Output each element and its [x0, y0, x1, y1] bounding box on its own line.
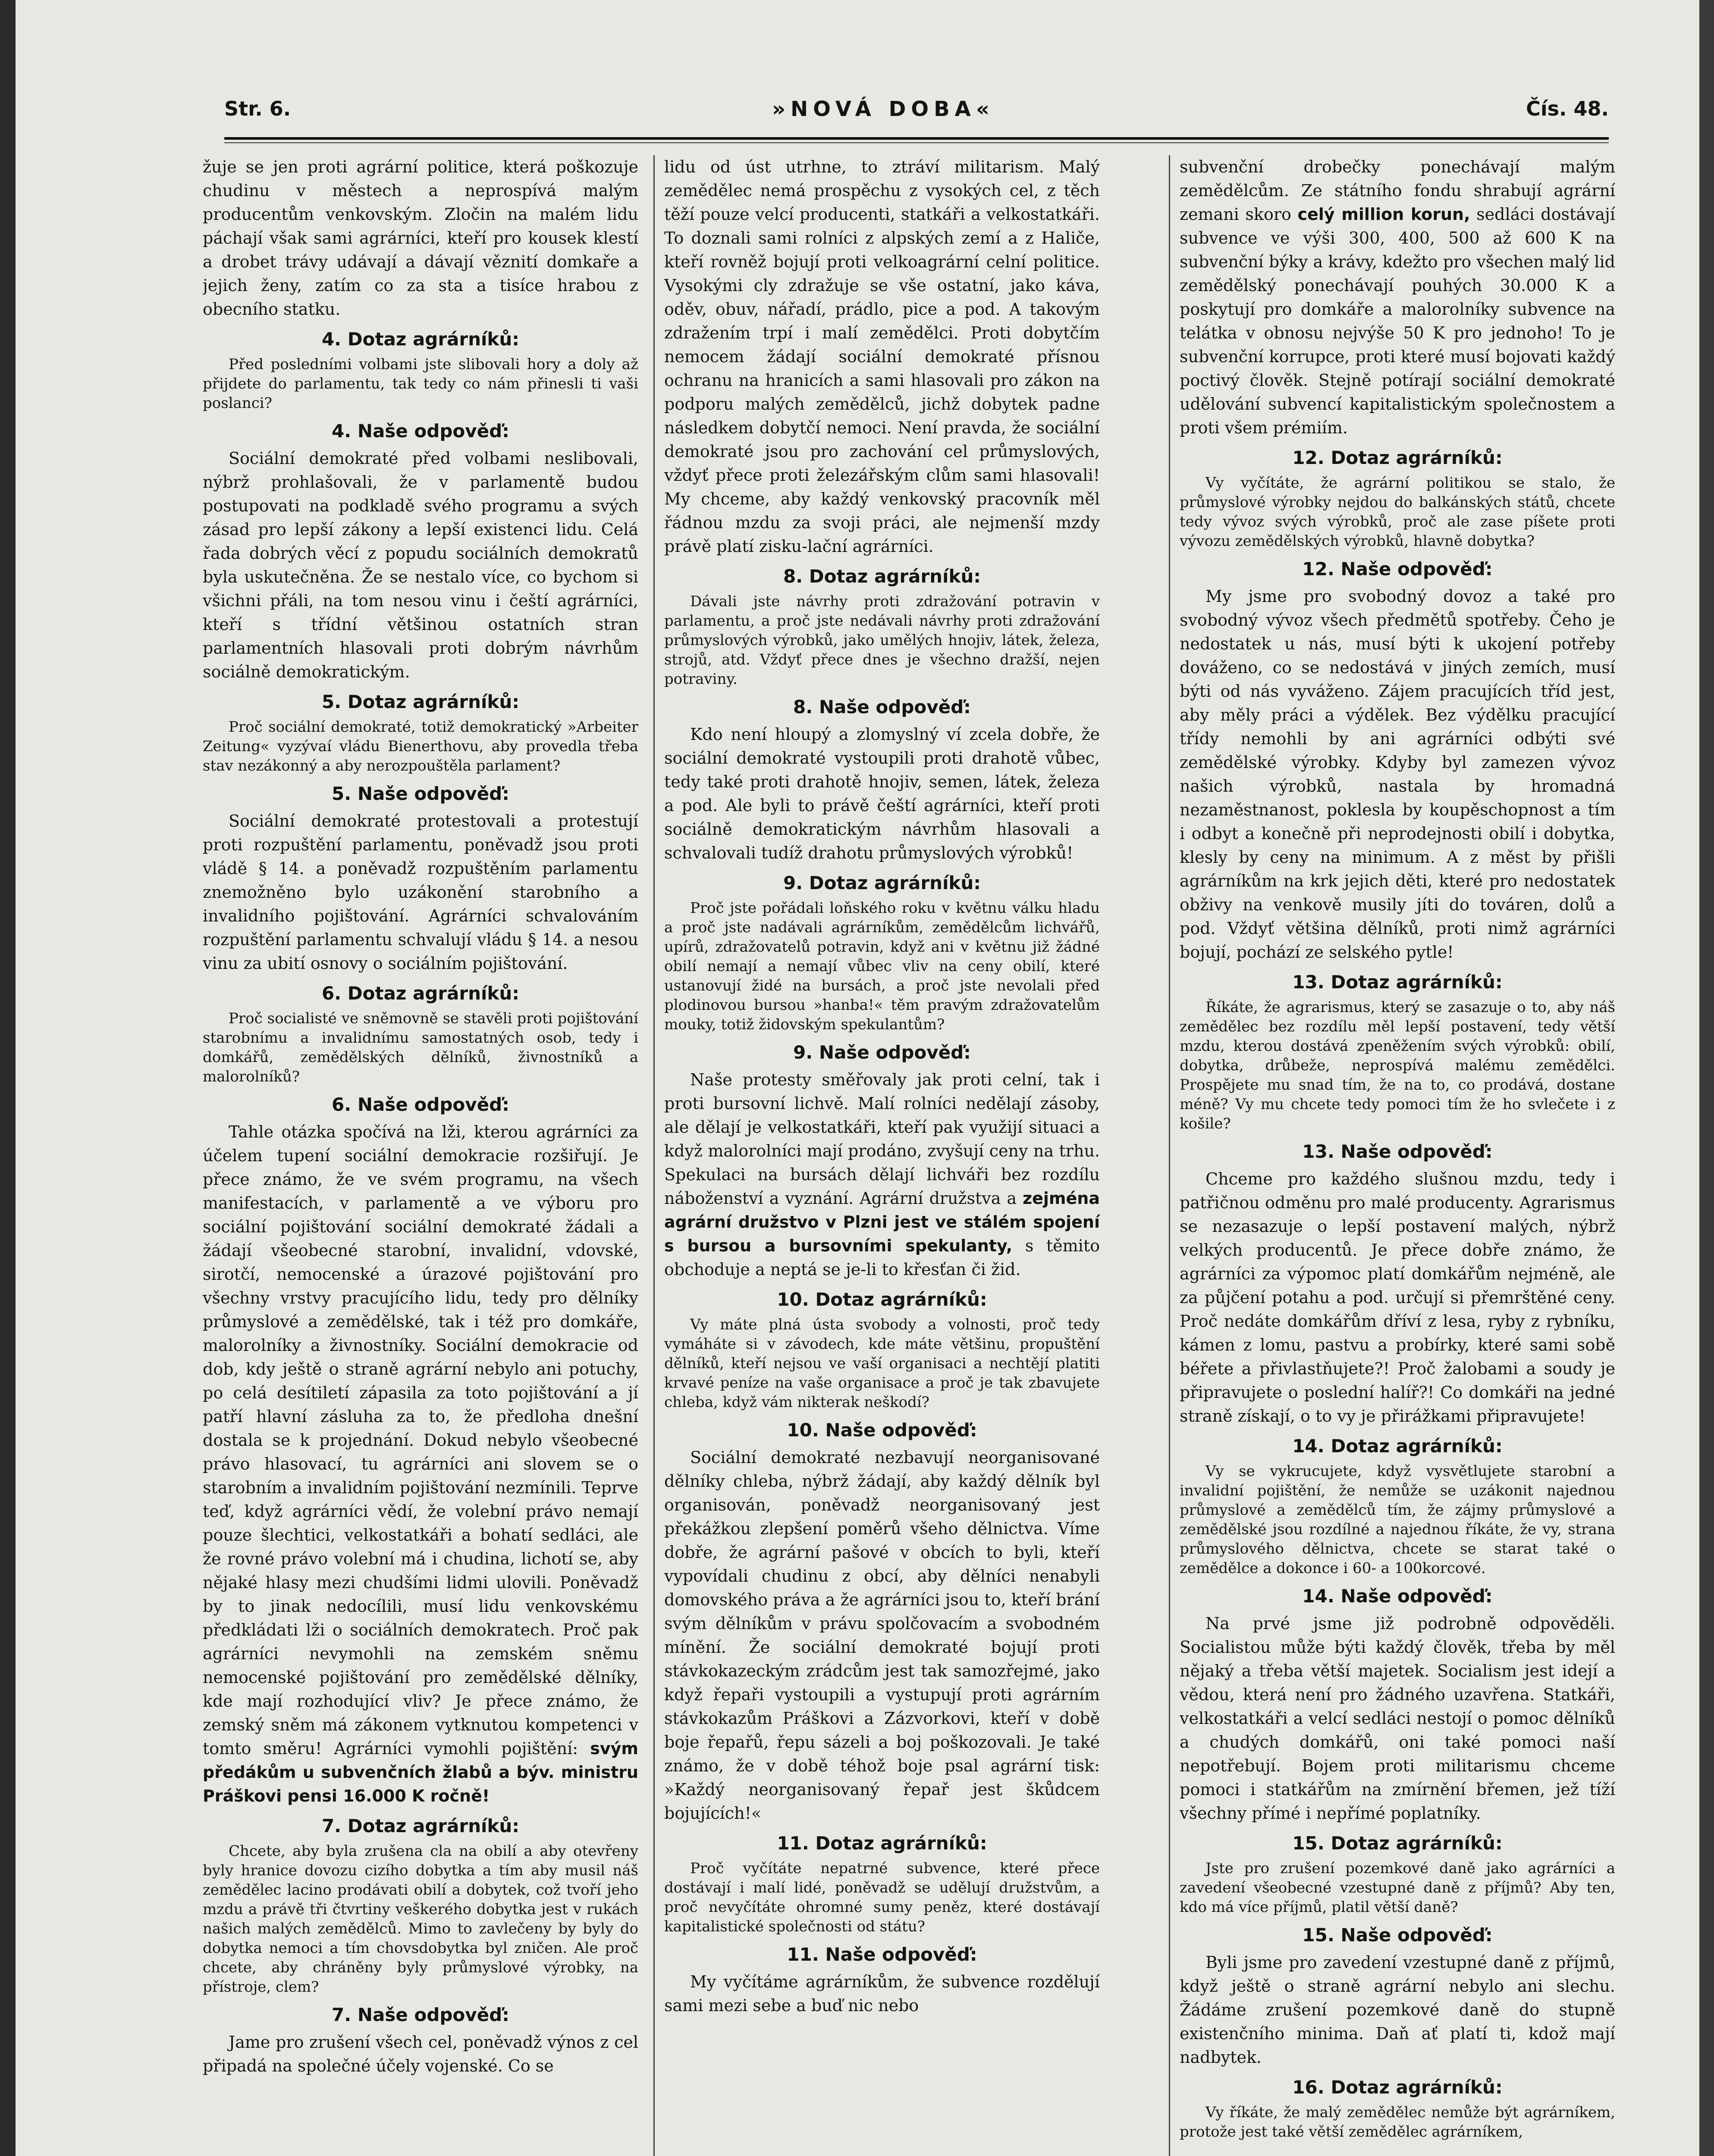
newspaper-title: »NOVÁ DOBA«	[772, 97, 995, 121]
answer-heading: 4. Naše odpověď:	[332, 420, 509, 442]
question-text: Říkáte, že agrarismus, který se zasazuje o to, aby náš zemědělec bez rozdílu měl lepší postavení, tedy větší mzdu, kterou dostává zpeněžením svých výrobků: obilí, dobytka, drůbeže, neprospívá malému zemědělci. Prospějete mu snad tím, že na to, co prodává, dostane méně? Vy mu chcete tedy pomoci tím že ho svlečete i z košile?	[1180, 999, 1615, 1132]
column-3	[1180, 155, 1615, 2156]
answer-text: Chceme pro každého slušnou mzdu, tedy i patřičnou odměnu pro malé producenty. Agrarismus se nezasazuje o lepší postavení malých, nýbrž velkých producentů. Je přece dobře známo, že agrárníci za výpomoc platí domkářům nejméně, ale za půjčení potahu a pod. určují si přemrštěné ceny. Proč nedáte domkářům dříví z lesa, ryby z rybníku, kámen z lomu, pastvu a probírky, které sami sobě béřete a přivlastňujete?! Proč žalobami a soudy je připravujete o poslední halíř?! Co domkáři na jedné straně získají, o to vy je přirážkami připravujete!	[1180, 1169, 1615, 1426]
issue-number: Čís. 48.	[1526, 97, 1609, 120]
question-heading: 7. Dotaz agrárníků:	[321, 1815, 520, 1836]
answer-heading: 14. Naše odpověď:	[1302, 1586, 1493, 1607]
answer-heading: 10. Naše odpověď:	[787, 1420, 977, 1441]
answer-heading: 13. Naše odpověď:	[1302, 1141, 1493, 1162]
answer-heading: 5. Naše odpověď:	[332, 783, 509, 804]
question-heading: 13. Dotaz agrárníků:	[1292, 971, 1503, 993]
question-heading: 14. Dotaz agrárníků:	[1292, 1435, 1503, 1457]
text-emphasis: celý million korun,	[1297, 205, 1470, 224]
column-divider-2	[1169, 155, 1170, 2156]
question-text: Před posledními volbami jste slibovali hory a doly až přijdete do parlamentu, tak tedy co nám přinesli ti vaši poslanci?	[203, 356, 638, 412]
question-text: Proč jste pořádali loňského roku v květnu válku hladu a proč jste nadávali agrárníkům, zemědělcům lichvářů, upírů, zdražovatelů potravin, když ani v květnu již žádné obilí nemají a nemají vůbec vliv na ceny obilí, které ustanovují židé na bursách, a proč jste nevolali před plodinovou bursou »hanba!« těm pravým zdražovatelům mouky, totiž židovským spekulantům?	[664, 899, 1100, 1033]
column-2	[664, 155, 1100, 2156]
question-text: Vy vyčítáte, že agrární politikou se stalo, že průmyslové výrobky nejdou do balkánských států, chcete tedy vývoz svých výrobků, proč ale zase píšete proti vývozu zemědělských výrobků, hlavně dobytka?	[1180, 474, 1615, 550]
text-part: subvenční drobečky ponechávají malým zemědělcům. Ze státního fondu shrabují agrární zemani skoro	[1180, 157, 1615, 224]
answer-text: My vyčítáme agrárníkům, že subvence rozdělují sami mezi sebe a buď nic nebo	[664, 1972, 1100, 2015]
question-text: Proč sociální demokraté, totiž demokratický »Arbeiter Zeitung« vyzývaí vládu Bienerthovu, aby provedla třeba stav nezákonný a aby nerozpouštěla parlament?	[203, 718, 638, 774]
answer-text: Sociální demokraté protestovali a protestují proti rozpuštění parlamentu, poněvadž jsou proti vládě § 14. a poněvadž rozpuštěním parlamentu znemožněno bylo uzákonění starobního a invalidního pojištování. Agrárníci schvalováním rozpuštění parlamentu schvalují vládu § 14. a nesou vinu za ubití osnovy o sociálním pojištování.	[203, 812, 638, 973]
answer-emphasis: zejména agrární družstvo v Plzni jest ve stálém spojení s bursou a bursovními spekulanty,	[664, 1189, 1100, 1255]
answer-heading: 8. Naše odpověď:	[793, 696, 971, 718]
answer-text: Na prvé jsme již podrobně odpověděli. Socialistou může býti každý člověk, třeba by měl nějaký a třeba větší majetek. Socialism jest idejí a vědou, která není pro žádného uzavřena. Statkáři, velkostatkáři a velcí sedláci nestojí o pomoc dělníků a chudých domkářů, oni také pomoci naší nepotřebují. Bojem proti militarismu chceme pomoci i statkářům na zmírnění břemen, jež tíží všechny přímé i nepřímé poplatníky.	[1180, 1614, 1615, 1823]
answer-text-part: Naše protesty směřovaly jak proti celní, tak i proti bursovní lichvě. Malí rolníci nedělají zásoby, ale dělají je velkostatkáři, kteří pak využijí situaci a když malorolníci mají prodáno, zvyšují ceny na trhu. Spekulaci na bursách dělají lichváři bez rozdílu náboženství a vyznání. Agrární družstva a	[664, 1070, 1100, 1208]
column-divider-1	[653, 155, 655, 2156]
page-header	[224, 88, 1609, 127]
question-heading: 8. Dotaz agrárníků:	[783, 566, 981, 587]
question-heading: 5. Dotaz agrárníků:	[321, 691, 520, 712]
question-heading: 6. Dotaz agrárníků:	[321, 983, 520, 1004]
answer-heading: 12. Naše odpověď:	[1302, 558, 1493, 580]
question-text: Vy máte plná ústa svobody a volnosti, proč tedy vymáháte si v závodech, kde máte většinu, propuštění dělníků, kteří nejsou ve vaší organisaci a nechtějí platiti krvavé peníze na vaše organisace a proč je tak zbavujete chleba, když vám nikterak neškodí?	[664, 1316, 1100, 1411]
scan-edge-right	[1699, 0, 1714, 2156]
header-rule	[224, 137, 1609, 140]
question-text: Proč socialisté ve sněmovně se stavěli proti pojištování starobnímu a invalidnímu samostatných osob, tedy i domkářů, zemědělských dělníků, živnostníků a malorolníků?	[203, 1010, 638, 1085]
question-text: Chcete, aby byla zrušena cla na obilí a aby otevřeny byly hranice dovozu cizího dobytka a tím aby musil náš zemědělec lacino prodávati obilí a dobytek, což tvoří jeho mzdu a právě tři čtvrtiny veškerého dobytka jest v rukách našich malých zemědělců. Mimo to zavlečeny by byly do dobytka nemoci a tím chovsdobytka byl zničen. Ale proč chcete, aby chráněny byly průmyslové výrobky, na přístroje, clem?	[203, 1843, 638, 1996]
question-heading: 11. Dotaz agrárníků:	[777, 1833, 987, 1854]
question-text: Vy se vykrucujete, když vysvětlujete starobní a invalidní pojištění, že nemůže se uzákonit najednou průmyslové a zemědělců tím, že zájmy průmyslové a zemědělské jsou rozdílné a najednou říkáte, že vy, strana průmyslového dělnictva, chcete se starat také o zemědělce a dokonce i 60- a 100korcové.	[1180, 1463, 1615, 1577]
header-rule-thin	[224, 142, 1609, 143]
paragraph: žuje se jen proti agrární politice, která poškozuje chudinu v městech a neprospívá malým producentům venkovským. Zločin na malém lidu páchají však sami agrárníci, kteří pro kousek klestí a drobet trávy udávají a dávají věznití domkaře a jejich ženy, zatím co za sta a tisíce hrabou z obecního statku.	[203, 157, 638, 319]
paragraph	[1180, 155, 1615, 440]
answer-text: Sociální demokraté před volbami neslibovali, nýbrž prohlašovali, že v parlamentě budou postupovati na podkladě svého programu a svých zásad pro lepší zákony a lepší existenci lidu. Celá řada dobrých věcí z popudu sociálních demokratů byla uskutečněna. Že se nestalo více, co bychom si všichni přáli, na tom nesou vinu i čeští agrárníci, kteří s třídní většinou ostatních stran parlamentních hlasovali proti dobrým návrhům sociálně demokratickým.	[203, 449, 638, 681]
question-heading: 10. Dotaz agrárníků:	[777, 1289, 987, 1310]
answer-text: Sociální demokraté nezbavují neorganisované dělníky chleba, nýbrž žádají, aby každý dělník byl organisován, poněvadž neorganisovaný jest překážkou zlepšení poměrů všeho dělnictva. Víme dobře, že agrární pašové v obcích to byli, kteří vypovídali chudinu z obcí, aby dělníci nenabyli domovského práva a že agrárníci jsou to, kteří brání svým dělníkům v právu spolčovacím a svobodném mínění. Že sociální demokraté bojují proti stávkokazeckým zrádcům jest tak samozřejmé, jako když řepaři vystoupili a vystupují proti agrárním stávkokazům Práškovi a Zázvorkovi, kteří v době boje řepařů, řepu sázeli a boj poškozovali. Je také známo, že v době téhož boje psal agrární tisk: »Každý neorganisovaný řepař jest škůdcem bojujících!«	[664, 1448, 1100, 1823]
answer-text: Jame pro zrušení všech cel, poněvadž výnos z cel připadá na společné účely vojenské. Co se	[203, 2033, 638, 2075]
page-number: Str. 6.	[224, 97, 291, 120]
answer-heading: 15. Naše odpověď:	[1302, 1924, 1493, 1946]
answer-heading: 9. Naše odpověď:	[793, 1042, 971, 1063]
answer-text	[203, 1120, 638, 1808]
question-heading: 9. Dotaz agrárníků:	[783, 872, 981, 893]
question-text: Dávali jste návrhy proti zdražování potravin v parlamentu, a proč jste nedávali návrhy proti zdražování průmyslových výrobků, jako umělých hnojiv, látek, železa, strojů, atd. Vždyť přece dnes je všechno dražší, nejen potraviny.	[664, 593, 1100, 688]
answer-heading: 7. Naše odpověď:	[332, 2004, 509, 2025]
text-part: sedláci dostávají subvence ve výši 300, 400, 500 až 600 K na subvenční býky a krávy, kdežto pro všechen malý lid zemědělský ponechávají pouhých 30.000 K a poskytují pro domkáře a malorolníky subvence na telátka v obnosu nejvýše 50 K pro jednoho! To je subvenční korrupce, proti které musí bojovati každý poctivý člověk. Stejně potírají sociální demokraté udělování subvencí kapitalistickým společnostem a proti všem prémiím.	[1180, 205, 1615, 437]
answer-text: Kdo není hloupý a zlomyslný ví zcela dobře, že sociální demokraté vystoupili proti drahotě vůbec, tedy také proti drahotě hnojiv, semen, látek, železa a pod. Ale byli to právě čeští agrárníci, kteří proti sociálně demokratickým návrhům hlasovali a schvalovali tudíž drahotu průmyslových výrobků!	[664, 725, 1100, 862]
answer-text: My jsme pro svobodný dovoz a také pro svobodný vývoz všech předmětů spotřeby. Čeho je nedostatek u nás, musí býti k ukojení potřeby dováženo, co se nedostává v jiných zemích, musí býti od nás vyváženo. Zájem pracujících tříd jest, aby měly práci a výdělek. Bez výdělku pracující třídy nemohli by ani agrárníci odbýti své zemědělské výrobky. Kdyby byl zamezen vývoz našich výrobků, nastala by hromadná nezaměstnanost, poklesla by koupěschopnost a tím i odbyt a konečně při neprodejnosti obilí i dobytka, klesly by ceny na minimum. A z měst by přišli agrárníkům na krk jejich děti, které pro nedostatek obživy na venkově musily jíti do továren, dolů a pod. Vždyť většina dělníků, proti nimž agrárníci bojují, pochází ze selského pytle!	[1180, 587, 1615, 962]
answer-text: Byli jsme pro zavedení vzestupné daně z příjmů, když ještě o straně agrární nebylo ani slechu. Žádáme zrušení pozemkové daně do stupně existenčního minima. Daň ať platí ti, kdož mají nadbytek.	[1180, 1953, 1615, 2067]
question-heading: 16. Dotaz agrárníků:	[1292, 2077, 1503, 2098]
answer-text-part: s těmito obchoduje a neptá se je-li to křesťan či žid.	[664, 1236, 1100, 1279]
question-text: Jste pro zrušení pozemkové daně jako agrárníci a zavedení všeobecné vzestupné daně z příjmů? Aby ten, kdo má více příjmů, platil větší daně?	[1180, 1860, 1615, 1916]
question-heading: 15. Dotaz agrárníků:	[1292, 1833, 1503, 1854]
answer-text	[664, 1068, 1100, 1282]
question-heading: 4. Dotaz agrárníků:	[321, 329, 520, 350]
answer-heading: 11. Naše odpověď:	[787, 1944, 977, 1965]
answer-emphasis: svým předákům u subvenčních žlabů a býv. ministru Práškovi pensi 16.000 K ročně!	[203, 1739, 638, 1805]
answer-heading: 6. Naše odpověď:	[332, 1094, 509, 1115]
question-heading: 12. Dotaz agrárníků:	[1292, 447, 1503, 468]
paragraph: lidu od úst utrhne, to ztráví militarism. Malý zemědělec nemá prospěchu z vysokých cel, z těch těží pouze velcí producenti, statkáři a velkostatkáři. To doznali sami rolníci z alpských zemí a z Haliče, kteří rovněž bojují proti velkoagrární celní politice. Vysokými cly zdražuje se vše ostatní, jako káva, oděv, obuv, nářadí, prádlo, pice a pod. A takovým zdražením trpí i malí zemědělci. Proti dobytčím nemocem žádají sociální demokraté přísnou ochranu na hranicích a sami hlasovali pro zákon na podporu malých zemědělců, jichž dobytek padne následkem dobytčí nemoci. Není pravda, že sociální demokraté jsou pro zachování cel průmyslových, vždyť přece proti železářským clům sami hlasovali! My chceme, aby každý venkovský pracovník měl řádnou mzdu za svoji práci, ale nejmenší mzdy právě platí zisku-lační agrárníci.	[664, 157, 1100, 556]
question-text: Vy říkáte, že malý zemědělec nemůže být agrárníkem, protože jest také větší zemědělec agrárníkem,	[1180, 2104, 1615, 2140]
question-text: Proč vyčítáte nepatrné subvence, které přece dostávají i malí lidé, poněvadž se udělují družstvům, a proč nevyčítáte ohromné sumy peněz, které dostávají kapitalistické společnosti od státu?	[664, 1860, 1100, 1935]
column-1	[203, 155, 638, 2156]
scan-edge-left	[0, 0, 16, 2156]
answer-text-part: Tahle otázka spočívá na lži, kterou agrárníci za účelem tupení sociální demokracie rozšiřují. Je přece známo, že ve svém programu, na všech manifestacích, v parlamentě a ve výboru pro sociální pojištování sociální demokraté žádali a žádají všeobecné starobní, invalidní, vdovské, sirotčí, nemocenské a úrazové pojištování pro všechny vrstvy pracujícího lidu, tedy pro dělníky průmyslové a zemědělské, tak i též pro domkáře, malorolníky a živnostníky. Sociální demokracie od dob, kdy ještě o straně agrární nebylo ani potuchy, po celá desítiletí zápasila za toto pojištování a jí patří hlavní zásluha za to, že předloha dnešní dostala se k projednání. Dokud nebylo všeobecné právo hlasovací, tu agrárníci ani slovem se o starobním a invalidním pojištování nezmínili. Teprve teď, když agrárníci vědí, že volební právo nemají pouze šlechtici, velkostatkáři a bohatí sedláci, ale že rovné právo volební má i chudina, lichotí se, aby nějaké hlasy mezi chudšími lidmi ulovili. Poněvadž by to jinak nedocílili, musí lidu venkovskému předkládati lži o sociálních demokratech. Proč pak agrárníci nevymohli na zemském sněmu nemocenské pojištování pro zemědělské dělníky, kde mají rozhodující vliv? Je přece známo, že zemský sněm má zákonem vytknutou kompetenci v tomto směru! Agrárníci vymohli pojištění:	[203, 1122, 638, 1758]
